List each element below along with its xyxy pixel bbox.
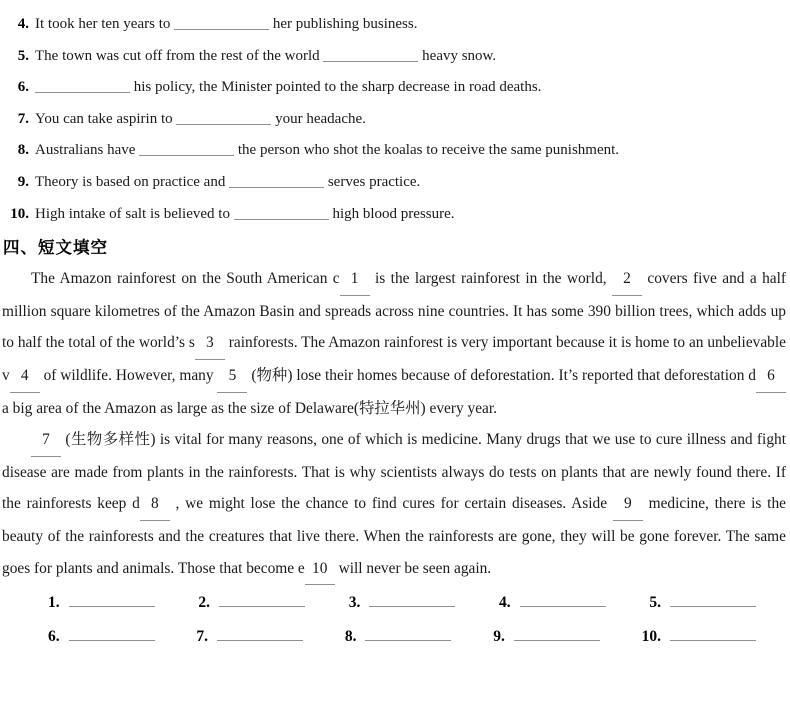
answer-number: 7. (196, 627, 209, 645)
answer-number: 8. (344, 627, 357, 645)
fill-in-blank (234, 207, 329, 220)
answer-cell (642, 628, 756, 646)
text-segment: medicine, there is the beauty of the rainforests and the creatures that live there. When the rainforests are gone, they will be gone forever. The same goes for plants and animals. Those that become e (2, 495, 786, 577)
answer-cell (349, 594, 456, 612)
text-segment: your headache. (271, 110, 366, 127)
text-segment: (生物多样性) is vital for many reasons, one of which is medicine. Many drugs that we use to cure illness and fight disease are made from plants in the rainforests. That is why scientists always do tests on plants that are newly found there. If the rainforests keep d (2, 431, 786, 513)
fill-in-blank (176, 112, 271, 125)
text-segment: is the largest rainforest in the world, (369, 270, 613, 288)
exercise-item (2, 167, 786, 199)
exercise-item (2, 9, 786, 41)
answer-cell (649, 594, 756, 612)
text-segment: Australians have (35, 142, 140, 159)
answer-number: 6. (48, 627, 60, 645)
answer-row (48, 628, 756, 662)
numbered-blank: 5 (217, 360, 247, 393)
fill-in-blank (174, 17, 269, 30)
numbered-blank: 2 (612, 263, 642, 296)
passage (2, 263, 786, 585)
item-text (35, 135, 619, 167)
passage-paragraph (2, 424, 786, 585)
numbered-blank: 7 (31, 424, 61, 457)
answer-blank (520, 594, 606, 607)
answer-cell (499, 594, 606, 612)
text-segment: the person who shot the koalas to receive the same punishment. (234, 142, 620, 159)
text-segment: , we might lose the chance to find cures for certain diseases. Aside (169, 495, 613, 513)
text-segment: High intake of salt is believed to (35, 205, 234, 222)
answer-cell (345, 628, 452, 646)
text-segment: serves practice. (324, 173, 421, 190)
answer-blank (219, 594, 305, 607)
text-segment: his policy, the Minister pointed to the sharp decrease in road deaths. (130, 79, 542, 96)
answer-number: 9. (493, 627, 505, 645)
text-segment: heavy snow. (418, 47, 497, 64)
answer-number: 3. (348, 594, 361, 612)
item-number: 4. (17, 16, 29, 32)
item-text (35, 9, 417, 41)
item-number: 8. (17, 142, 29, 159)
text-segment: You can take aspirin to (35, 110, 177, 127)
item-number: 10. (10, 205, 29, 222)
answer-row (48, 594, 756, 628)
fill-in-blank (139, 143, 234, 156)
fill-in-blank (35, 80, 130, 93)
numbered-blank: 10 (305, 553, 335, 586)
answer-number: 10. (641, 627, 661, 645)
answer-cell (48, 628, 155, 646)
item-text (35, 41, 496, 73)
answer-blank (217, 628, 303, 641)
answer-cell (48, 594, 155, 612)
item-number: 7. (17, 110, 29, 127)
item-number: 5. (17, 47, 29, 64)
exercise-item (2, 72, 786, 104)
text-segment: Theory is based on practice and (35, 173, 230, 190)
section-header: 四、短文填空 (3, 239, 108, 258)
answer-blank (514, 628, 600, 641)
item-text (35, 72, 541, 104)
text-segment: her publishing business. (269, 16, 418, 32)
answer-number: 5. (649, 594, 661, 612)
fill-in-blank (323, 49, 418, 62)
exercise-item (2, 41, 786, 73)
text-segment: The town was cut off from the rest of the world (35, 47, 324, 64)
answer-cell (198, 594, 305, 612)
numbered-blank: 8 (140, 488, 170, 521)
passage-paragraph (2, 263, 786, 424)
answer-blank (670, 628, 756, 641)
item-number: 6. (17, 79, 29, 96)
answer-number: 4. (499, 594, 511, 612)
numbered-blank: 9 (613, 488, 643, 521)
answer-cell (493, 628, 600, 646)
answer-cell (196, 628, 303, 646)
text-segment: of wildlife. However, many (39, 366, 218, 384)
numbered-blank: 6 (756, 360, 786, 393)
answer-grid (2, 594, 786, 661)
answer-blank (69, 594, 155, 607)
text-segment: The Amazon rainforest on the South American c (31, 270, 340, 288)
answer-blank (670, 594, 756, 607)
numbered-blank: 1 (340, 263, 370, 296)
item-text (35, 199, 455, 231)
text-segment: rainforests. The Amazon rainforest is very important because it is home to an unbelievable v (2, 334, 786, 384)
answer-number: 1. (48, 594, 60, 612)
item-text (35, 167, 420, 199)
text-segment: high blood pressure. (328, 205, 455, 222)
text-segment: covers five and a half million square kilometres of the Amazon Basin and spreads across nine countries. It has some 390 billion trees, which adds up to half the total of the world’s s (2, 270, 786, 352)
answer-number: 2. (198, 594, 210, 612)
item-number: 9. (17, 173, 29, 190)
exercise-list (2, 9, 786, 230)
numbered-blank: 3 (195, 327, 225, 360)
exercise-item (2, 135, 786, 167)
answer-blank (369, 594, 455, 607)
exercise-item (2, 199, 786, 231)
text-segment: a big area of the Amazon as large as the size of Delaware(特拉华州) every year. (2, 399, 497, 417)
text-segment: (物种) lose their homes because of deforestation. It’s reported that deforestation d (247, 366, 757, 384)
text-segment: will never be seen again. (334, 559, 492, 577)
numbered-blank: 4 (10, 360, 40, 393)
exercise-item (2, 104, 786, 136)
answer-blank (365, 628, 451, 641)
fill-in-blank (229, 175, 324, 188)
text-segment: It took her ten years to (35, 16, 175, 32)
answer-blank (69, 628, 155, 641)
item-text (35, 104, 366, 136)
